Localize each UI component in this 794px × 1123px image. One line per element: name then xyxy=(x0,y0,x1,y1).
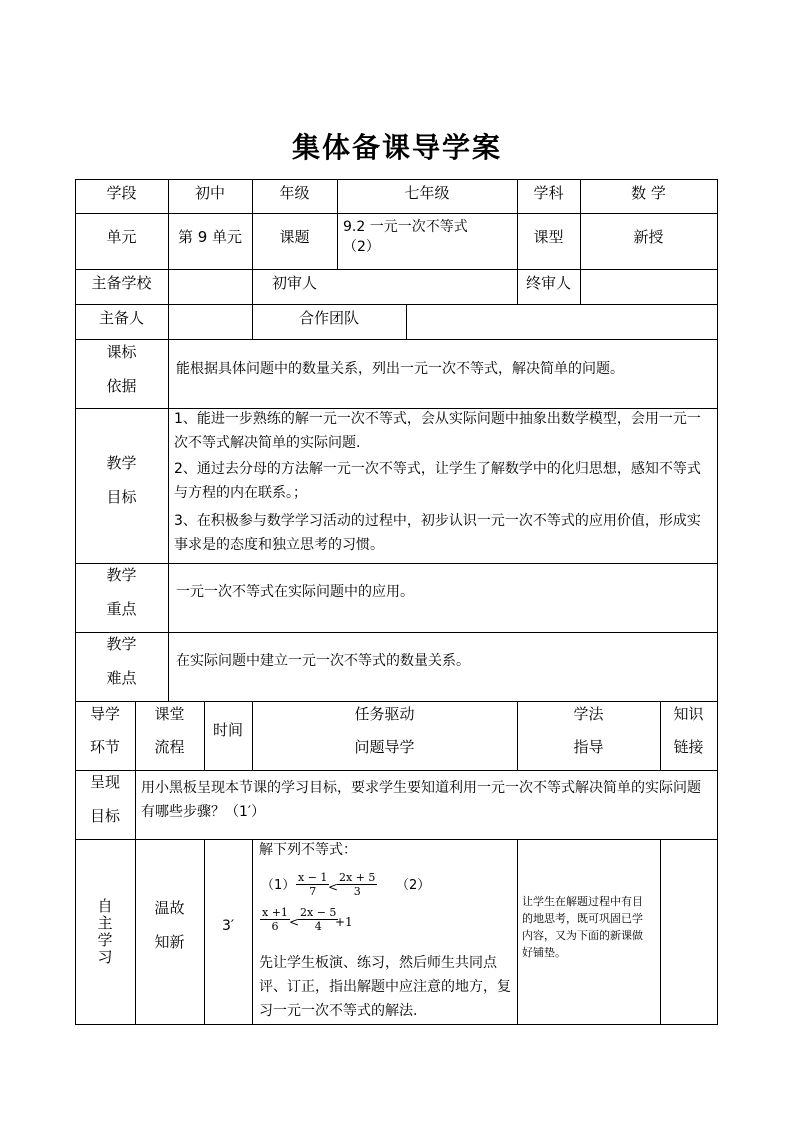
subject-value: 数 学 xyxy=(631,184,666,202)
fraction-3 xyxy=(260,906,290,933)
fraction-2-den: 3 xyxy=(353,885,361,898)
unit-label: 单元 xyxy=(106,228,137,246)
standard-label-2: 依据 xyxy=(106,377,137,395)
type-value: 新授 xyxy=(633,228,664,246)
col-method-1: 学法 xyxy=(573,705,604,723)
method-text: 让学生在解题过程中有目的地思考，既可巩固已学内容，又为下面的新课做好铺垫。 xyxy=(522,895,643,959)
self-study-time: 3′ xyxy=(221,918,235,934)
objective-item-3: 3、在积极参与数学学习活动的过程中，初步认识一元一次不等式的应用价值，形成实事求是的态度和独立思考的习惯。 xyxy=(174,513,701,553)
col-task-1: 任务驱动 xyxy=(354,705,415,723)
col-stage-1: 导学 xyxy=(89,705,120,723)
type-label: 课型 xyxy=(533,228,564,246)
topic-label: 课题 xyxy=(279,228,310,246)
col-flow-1: 课堂 xyxy=(154,705,185,723)
subject-label: 学科 xyxy=(533,184,564,202)
grade-label: 年级 xyxy=(279,184,310,202)
key-point-text: 一元一次不等式在实际问题中的应用。 xyxy=(176,584,414,600)
topic-line2: （2） xyxy=(343,239,380,255)
difficulty-label-2: 难点 xyxy=(106,669,137,687)
less-than-2: < xyxy=(289,915,300,929)
col-task-2: 问题导学 xyxy=(354,738,415,756)
author-label: 主备人 xyxy=(98,309,144,327)
standard-text: 能根据具体问题中的数量关系，列出一元一次不等式，解决简单的问题。 xyxy=(176,361,624,377)
present-label-2: 目标 xyxy=(89,807,120,825)
stage-value: 初中 xyxy=(194,184,225,202)
exercise-1-label: （1） xyxy=(261,878,296,893)
less-than-1: < xyxy=(328,880,339,894)
objective-item-1: 1、能进一步熟练的解一元一次不等式，会从实际问题中抽象出数学模型，会用一元一次不等式解决简单的实际问题. xyxy=(174,411,701,451)
present-label-1: 呈现 xyxy=(89,773,120,791)
team-label: 合作团队 xyxy=(298,309,359,327)
self-study-flow-1: 温故 xyxy=(154,899,185,917)
fraction-1-num: x − 1 xyxy=(298,871,328,884)
school-label: 主备学校 xyxy=(91,274,152,292)
present-text: 用小黑板呈现本节课的学习目标，要求学生要知道利用一元一次不等式解决简单的实际问题有哪些步骤？（1′） xyxy=(141,780,701,820)
fraction-4-den: 4 xyxy=(314,920,322,933)
key-point-label-1: 教学 xyxy=(106,566,137,584)
topic-line1: 9.2 一元一次不等式 xyxy=(343,219,468,235)
col-stage-2: 环节 xyxy=(89,738,120,756)
task-title: 解下列不等式： xyxy=(259,842,357,858)
fraction-4-num: 2x − 5 xyxy=(300,906,337,919)
page-title: 集体备课导学案 xyxy=(291,131,502,164)
objectives-label-2: 目标 xyxy=(106,488,137,506)
grade-value: 七年级 xyxy=(404,184,450,202)
col-flow-2: 流程 xyxy=(154,738,185,756)
objectives-label-1: 教学 xyxy=(106,454,137,472)
self-study-stage: 自主学习 xyxy=(97,897,113,966)
difficulty-label-1: 教学 xyxy=(106,635,137,653)
col-method-2: 指导 xyxy=(573,738,604,756)
fraction-3-den: 6 xyxy=(271,920,279,933)
fraction-1-den: 7 xyxy=(309,885,317,898)
col-link-1: 知识 xyxy=(673,705,704,723)
unit-value: 第 9 单元 xyxy=(177,228,243,246)
difficulty-text: 在实际问题中建立一元一次不等式的数量关系。 xyxy=(176,653,470,669)
fraction-3-num: x +1 xyxy=(262,906,288,919)
reviewer1-label: 初审人 xyxy=(271,274,317,292)
standard-label-1: 课标 xyxy=(106,343,137,361)
task-text: 先让学生板演、练习，然后师生共同点评、订正，指出解题中应注意的地方，复习一元一次不等式的解法. xyxy=(259,955,511,1019)
fraction-2 xyxy=(337,871,377,898)
fraction-2-num: 2x + 5 xyxy=(339,871,376,884)
plus-one: +1 xyxy=(335,915,353,929)
exercise-2-label: （2） xyxy=(396,878,431,893)
reviewer2-label: 终审人 xyxy=(525,274,571,292)
self-study-flow-2: 知新 xyxy=(154,933,185,951)
fraction-4 xyxy=(298,906,338,933)
col-time: 时间 xyxy=(212,721,243,739)
stage-label: 学段 xyxy=(106,184,137,202)
fraction-1 xyxy=(296,871,329,898)
key-point-label-2: 重点 xyxy=(106,600,137,618)
objective-item-2: 2、通过去分母的方法解一元一次不等式，让学生了解数学中的化归思想，感知不等式与方程的内在联系。； xyxy=(174,461,701,501)
col-link-2: 链接 xyxy=(673,738,704,756)
